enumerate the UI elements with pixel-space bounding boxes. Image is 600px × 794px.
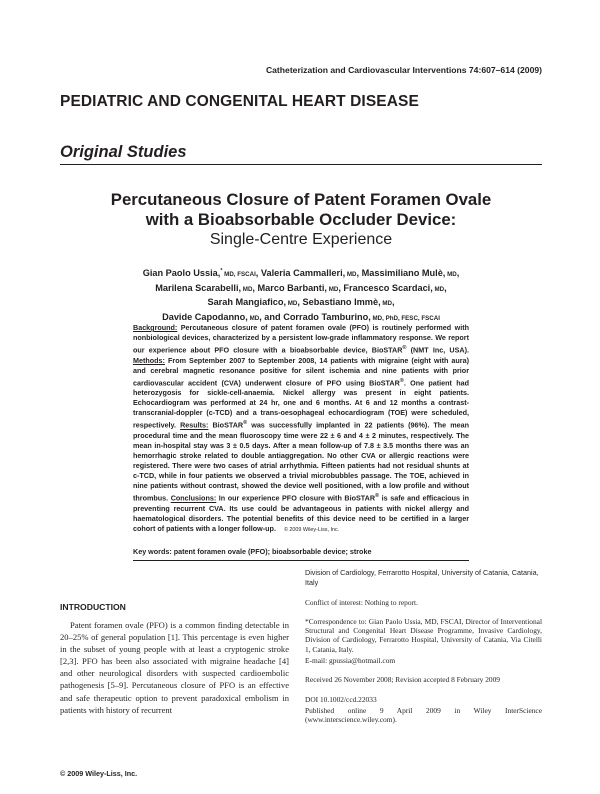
abstract-results-text-2: was successfully implanted in 22 patients (96%). The mean procedural time and the mean fluoroscopy time were 22 ± 6 and 4 ± 2 minutes, respectively. The mean in-hospital stay was 3 ± 0.5 days. After a mean follow-up of 7.8 ± 3.5 months there was an hemorrhagic stroke related to double antiaggregation. No other CVA or allergic reactions were registered. There were two cases of atrial arrhythmia. Fifteen patients had not residual shunts at c-TCD, while in four patients we observed a trivial microbubbles passage. The TOE, achieved in nine patients without contrast, showed the device well positioned, with a low profile and without thrombus. — [133, 420, 469, 503]
affiliation: Division of Cardiology, Ferrarotto Hospital, University of Catania, Catania, Italy — [305, 568, 539, 587]
author-list — [60, 265, 542, 325]
author-degree: MD — [345, 271, 357, 279]
author-name: Corrado Tamburino, — [283, 311, 371, 322]
abstract-methods-text-2: . One patient had heterozygosis for sickle-cell-anaemia. Nickel allergy was present in eight patients. Echocardiogram was performed at 24 hr, one and 6 months. At 6 and 12 months a contrast-transcranial-doppler (c-TCD) and a trans-oesophageal echocardiogram (TOE) were scheduled, respectively. — [133, 378, 469, 430]
correspondence: *Correspondence to: Gian Paolo Ussia, MD, FSCAI, Director of Interventional Structural and Congenital Heart Disease Programme, Invasive Cardiology, Division of Cardiology, Ferrarotto Hospital, University of Catania, Via Citelli 1, Catania, Italy. — [305, 616, 542, 654]
abstract-label-background: Background: — [133, 323, 178, 332]
corresponding-mark: * — [220, 268, 223, 274]
author-degree: MD — [380, 300, 392, 308]
author-name: , Sebastiano Immè, — [297, 297, 381, 308]
title-line-1: Percutaneous Closure of Patent Foramen Ovale — [110, 190, 492, 209]
author-name: Davide Capodanno, — [162, 311, 248, 322]
author-line-1: Gian Paolo Ussia,* MD, FSCAI, Valeria Cammalleri, MD, Massimiliano Mulè, MD, — [142, 268, 460, 279]
doi: DOI 10.1002/ccd.22033 — [305, 694, 377, 704]
author-name: , Marco Barbanti, — [252, 282, 327, 293]
author-name: Sarah Mangiafico, — [207, 297, 287, 308]
author-line-2: Marilena Scarabelli, MD, Marco Barbanti, MD, Francesco Scardaci, MD, — [155, 282, 447, 293]
author-name: Marilena Scarabelli, — [155, 282, 242, 293]
abstract-label-results: Results: — [180, 420, 209, 430]
keywords-rule — [133, 560, 469, 561]
author-degree: MD — [247, 314, 260, 322]
published-online: Published online 9 April 2009 in Wiley InterScience (www.interscience.wiley.com). — [305, 705, 542, 725]
author-degree: MD — [241, 285, 253, 293]
author-line-3: Sarah Mangiafico, MD, Sebastiano Immè, MD, — [207, 297, 395, 308]
abstract-background-text: Percutaneous closure of patent foramen ovale (PFO) is routinely performed with nonbiological devices, characterized by a persistent low-grade inflammatory response. We report our experience about PFO closure with a bioabsorbable device, BioSTAR — [133, 323, 469, 355]
registered-mark: ® — [399, 377, 404, 384]
author-degree: MD — [445, 271, 457, 279]
abstract-label-conclusions: Conclusions: — [170, 493, 217, 503]
author-degree: MD — [432, 285, 445, 293]
registered-mark: ® — [375, 493, 380, 500]
title-line-2: with a Bioabsorbable Occluder Device: — [145, 210, 457, 229]
intro-body — [60, 619, 289, 716]
keywords: Key words: patent foramen ovale (PFO); bioabsorbable device; stroke — [133, 547, 372, 556]
intro-paragraph: Patent foramen ovale (PFO) is a common finding detectable in 20–25% of general population [1]. This percentage is even higher in the subset of young people with at least a cryptogenic stroke [2,3]. PFO has been also associated with migraine headache [4] and other neurological disorders with suspected cardioembolic pathogenesis [5–9]. Percutaneous closure of PFO is an effective and safe therapeutic option to prevent paradoxical embolism in patients with history of recurrent — [60, 620, 289, 715]
abstract-background-text-2: (NMT Inc, USA). — [406, 345, 469, 355]
abstract-results-text: BioSTAR — [208, 420, 244, 430]
intro-heading: INTRODUCTION — [60, 602, 126, 612]
subsection-rule — [60, 164, 542, 165]
correspondence-email: E-mail: gpussia@hotmail.com — [305, 656, 396, 666]
author-conjunction: , and — [259, 311, 284, 322]
author-name: , Valeria Cammalleri, — [255, 268, 346, 279]
author-degree: MD, PhD, FESC, FSCAI — [370, 314, 440, 322]
received-dates: Received 26 November 2008; Revision accepted 8 February 2009 — [305, 675, 500, 685]
registered-mark: ® — [243, 420, 248, 427]
author-degree: MD — [326, 285, 339, 293]
article-title — [60, 190, 542, 250]
conflict-statement: Conflict of interest: Nothing to report. — [305, 597, 418, 607]
abstract-paragraph — [133, 323, 469, 535]
abstract-methods-text: From September 2007 to September 2008, 14 patients with migraine (eight with aura) and cerebral magnetic resonance positive for silent ischemia and nine patients with prior cardiovascular accident (CVA) underwent closure of PFO using BioSTAR — [133, 355, 469, 388]
article-info-column — [305, 568, 542, 735]
author-degree: MD, FSCAI — [222, 271, 256, 279]
subsection-heading: Original Studies — [60, 143, 187, 161]
registered-mark: ® — [402, 345, 407, 352]
abstract-conclusions-text-2: is safe and efficacious in preventing recurrent CVA. Its use could be advantageous in patients with nickel allergy and haematological disorders. The potential benefits of this device need to be certified in a larger cohort of patients with a longer follow-up. — [133, 493, 469, 533]
author-degree: MD — [286, 300, 298, 308]
abstract-label-methods: Methods: — [133, 355, 165, 365]
footer-copyright: © 2009 Wiley-Liss, Inc. — [60, 769, 138, 778]
abstract-conclusions-text: In our experience PFO closure with BioSTAR — [216, 493, 376, 503]
abstract — [133, 323, 469, 535]
section-heading: PEDIATRIC AND CONGENITAL HEART DISEASE — [60, 93, 419, 110]
author-name: , Massimiliano Mulè, — [356, 268, 446, 279]
abstract-copyright: © 2009 Wiley-Liss, Inc. — [283, 526, 340, 533]
title-subtitle: Single-Centre Experience — [209, 231, 393, 248]
author-name: , Francesco Scardaci, — [338, 282, 433, 293]
journal-reference: Catheterization and Cardiovascular Interventions 74:607–614 (2009) — [265, 65, 542, 75]
author-name: Gian Paolo Ussia, — [142, 268, 221, 279]
